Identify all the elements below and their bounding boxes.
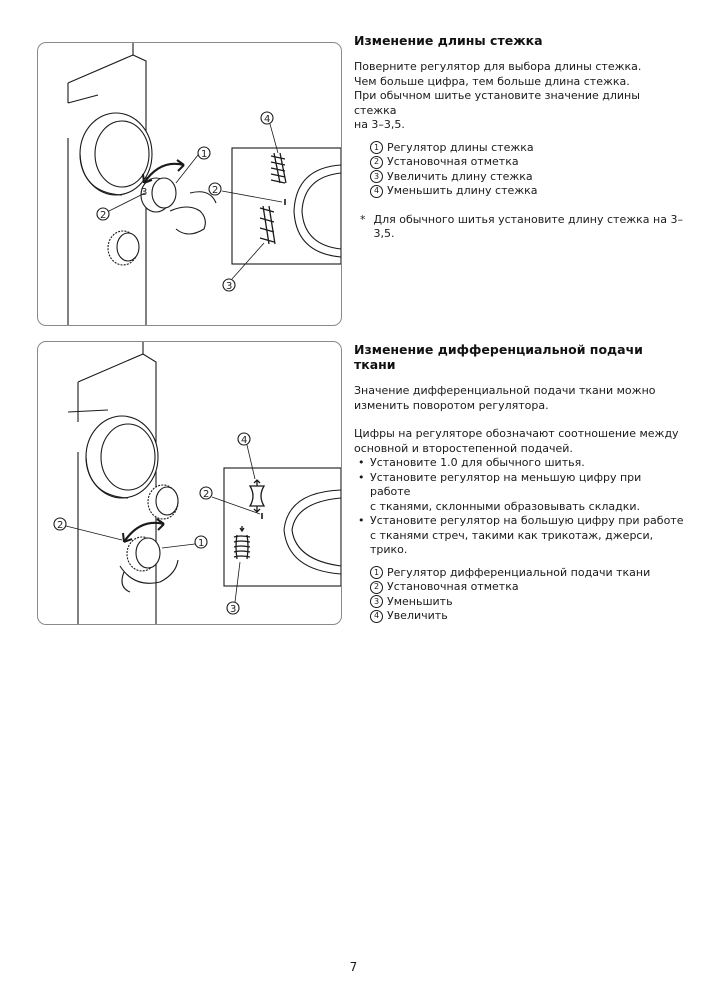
svg-text:2: 2 bbox=[57, 520, 64, 531]
note-marker: * bbox=[360, 212, 366, 226]
svg-text:1: 1 bbox=[198, 538, 205, 549]
note-text: Для обычного шитья установите длину стежка на 3–3,5. bbox=[373, 212, 683, 240]
legend-text: Установочная отметка bbox=[387, 580, 519, 593]
svg-text:2: 2 bbox=[203, 489, 210, 500]
legend-number: 3 bbox=[370, 170, 383, 183]
bullet-text: Установите регулятор на большую цифру при работе bbox=[370, 514, 684, 527]
stitch-length-section bbox=[354, 33, 684, 242]
bullet-text: Установите 1.0 для обычного шитья. bbox=[370, 456, 585, 469]
section-title: Изменение дифференциальной подачи ткани bbox=[354, 342, 643, 372]
handwheel-icon bbox=[80, 113, 152, 195]
legend-item bbox=[370, 566, 684, 581]
paragraph-line: Поверните регулятор для выбора длины стежка. bbox=[354, 60, 642, 73]
bullet-list bbox=[358, 456, 684, 558]
note bbox=[360, 213, 684, 242]
differential-feed-illustration bbox=[37, 341, 342, 625]
legend-text: Увеличить длину стежка bbox=[387, 169, 533, 183]
paragraph-line: на 3–3,5. bbox=[354, 118, 405, 131]
legend-item bbox=[370, 184, 684, 199]
legend-item bbox=[370, 609, 684, 624]
legend-item bbox=[370, 580, 684, 595]
legend-number: 2 bbox=[370, 156, 383, 169]
differential-feed-section bbox=[354, 342, 684, 624]
legend-text: Установочная отметка bbox=[387, 155, 519, 168]
bullet-text: Установите регулятор на меньшую цифру при работе bbox=[370, 470, 642, 498]
paragraph-line: изменить поворотом регулятора. bbox=[354, 398, 549, 412]
bullet-item bbox=[358, 514, 684, 558]
legend-item bbox=[370, 141, 684, 156]
legend-number: 1 bbox=[370, 141, 383, 154]
paragraph-line: основной и второстепенной подачей. bbox=[354, 441, 573, 455]
section-title: Изменение длины стежка bbox=[354, 33, 543, 48]
legend-item bbox=[370, 170, 684, 185]
handwheel-icon bbox=[86, 416, 158, 498]
bullet-dot: • bbox=[358, 470, 365, 484]
paragraph-line: Чем больше цифра, тем больше длина стежка. bbox=[354, 74, 630, 88]
paragraph-line: Цифры на регуляторе обозначают соотношение между bbox=[354, 427, 679, 440]
paragraph-line: При обычном шитье установите значение длины стежка bbox=[354, 89, 640, 117]
svg-text:2: 2 bbox=[100, 210, 107, 221]
lower-dial-icon bbox=[108, 231, 139, 265]
legend-item bbox=[370, 595, 684, 610]
bullet-item bbox=[358, 471, 684, 515]
differential-feed-dial-icon bbox=[127, 537, 160, 571]
paragraph-line: Значение дифференциальной подачи ткани можно bbox=[354, 384, 656, 397]
legend-number: 4 bbox=[370, 610, 383, 623]
svg-text:3: 3 bbox=[230, 604, 237, 615]
bullet-dot: • bbox=[358, 456, 365, 469]
legend-item bbox=[370, 155, 684, 170]
stitch-length-illustration bbox=[37, 42, 342, 326]
bullet-dot: • bbox=[358, 514, 365, 527]
legend-number: 4 bbox=[370, 185, 383, 198]
legend-number: 3 bbox=[370, 595, 383, 608]
svg-text:4: 4 bbox=[264, 114, 271, 125]
legend-list bbox=[370, 141, 684, 199]
legend-text: Регулятор длины стежка bbox=[387, 140, 534, 154]
page-number: 7 bbox=[349, 960, 358, 974]
svg-text:2: 2 bbox=[212, 185, 219, 196]
legend-text: Уменьшить bbox=[387, 594, 453, 608]
bullet-item bbox=[358, 456, 684, 471]
legend-text: Уменьшить длину стежка bbox=[387, 184, 538, 197]
legend-list bbox=[370, 566, 684, 624]
svg-text:4: 4 bbox=[241, 435, 248, 446]
stitch-length-dial-icon bbox=[148, 485, 178, 519]
legend-text: Регулятор дифференциальной подачи ткани bbox=[387, 565, 651, 579]
bullet-text: с тканями, склонными образовывать складки. bbox=[370, 499, 641, 513]
legend-number: 2 bbox=[370, 581, 383, 594]
bullet-text: с тканями стреч, такими как трикотаж, джерси, трико. bbox=[370, 528, 654, 556]
svg-text:1: 1 bbox=[201, 149, 208, 160]
legend-number: 1 bbox=[370, 566, 383, 579]
svg-text:3: 3 bbox=[226, 281, 233, 292]
legend-text: Увеличить bbox=[387, 609, 448, 622]
svg-text:3: 3 bbox=[141, 187, 148, 198]
